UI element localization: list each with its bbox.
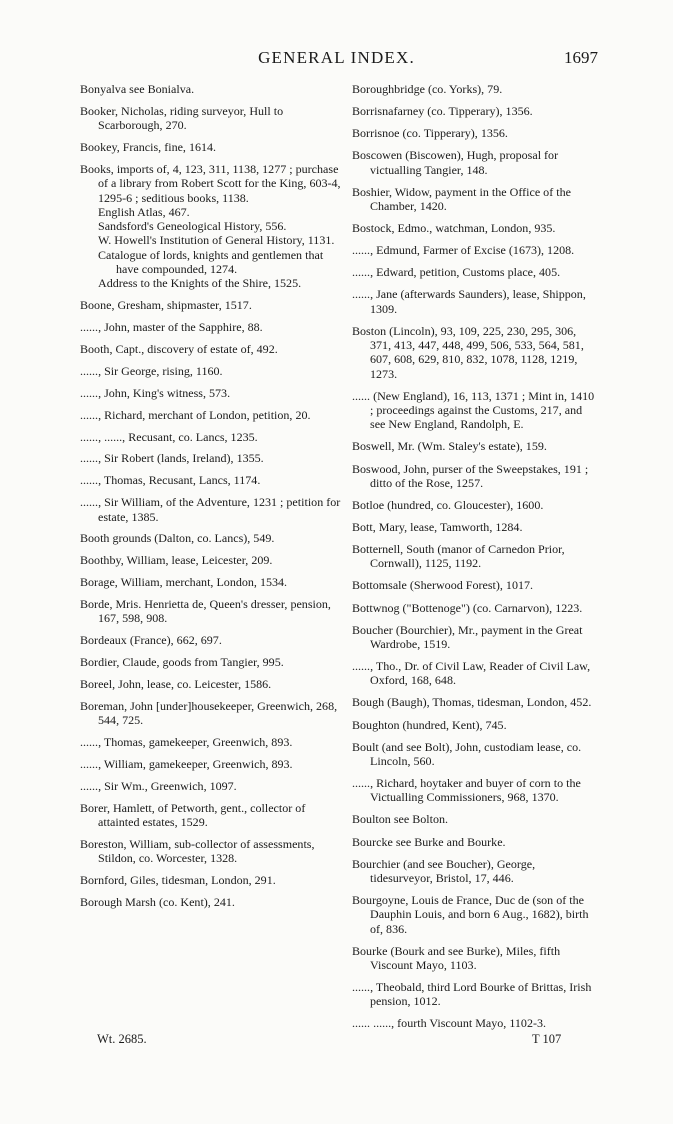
running-title: GENERAL INDEX.: [258, 48, 415, 67]
index-entry: ......, William, gamekeeper, Greenwich, 893.: [80, 757, 293, 772]
index-entry: Boroughbridge (co. Yorks), 79.: [352, 82, 503, 96]
index-entry: Borrisnoe (co. Tipperary), 1356.: [352, 126, 508, 141]
index-entry: Bornford, Giles, tidesman, London, 291.: [80, 873, 276, 888]
index-entry: Bott, Mary, lease, Tamworth, 1284.: [352, 519, 523, 534]
index-entry: Boreston, William, sub-collector of assessments, Stildon, co. Worcester, 1328.: [80, 837, 315, 866]
index-entry: ......, John, King's witness, 573.: [80, 385, 231, 400]
index-entry: ......, Richard, hoytaker and buyer of corn to the Victualling Commissioners, 968, 1370.: [352, 776, 581, 805]
index-entry: Booth, Capt., discovery of estate of, 492.: [80, 342, 278, 357]
index-subentry: Address to the Knights of the Shire, 1525.: [98, 276, 302, 291]
index-entry: Bottomsale (Sherwood Forest), 1017.: [352, 578, 534, 593]
index-entry: Boswell, Mr. (Wm. Staley's estate), 159.: [352, 439, 547, 454]
index-subentry: Sandsford's Geneological History, 556.: [98, 219, 287, 234]
index-entry: ......, Edmund, Farmer of Excise (1673), 1208.: [352, 243, 575, 258]
index-entry: Boothby, William, lease, Leicester, 209.: [80, 553, 273, 568]
index-subentry: English Atlas, 467.: [98, 204, 190, 219]
index-subentry: W. Howell's Institution of General History, 1131.: [98, 233, 335, 248]
index-entry: Botternell, South (manor of Carnedon Prior, Cornwall), 1125, 1192.: [352, 542, 565, 571]
index-entry: Bordeaux (France), 662, 697.: [80, 633, 222, 648]
index-entry: Boulton see Bolton.: [352, 812, 449, 827]
index-entry: ......, Edward, petition, Customs place, 405.: [352, 265, 561, 280]
index-entry: Bourgoyne, Louis de France, Duc de (son of the Dauphin Louis, and born 6 Aug., 1682), birth of, 836.: [352, 892, 589, 936]
index-entry: Bonyalva see Bonialva.: [80, 82, 195, 96]
index-entry: Boswood, John, purser of the Sweepstakes, 191 ; ditto of the Rose, 1257.: [352, 461, 589, 490]
index-entry: Botloe (hundred, co. Gloucester), 1600.: [352, 497, 544, 512]
index-entry: ......, Sir William, of the Adventure, 1231 ; petition for estate, 1385.: [80, 495, 341, 524]
index-entry: ......, Sir Robert (lands, Ireland), 1355.: [80, 451, 264, 466]
index-entry: ......, Tho., Dr. of Civil Law, Reader of Civil Law, Oxford, 168, 648.: [352, 659, 591, 688]
index-entry: Boult (and see Bolt), John, custodiam lease, co. Lincoln, 560.: [352, 739, 582, 768]
index-entry: ......, Sir Wm., Greenwich, 1097.: [80, 778, 237, 793]
index-entry: Boreel, John, lease, co. Leicester, 1586.: [80, 677, 272, 692]
index-column-right: [352, 82, 600, 1039]
index-entry: Boshier, Widow, payment in the Office of the Chamber, 1420.: [352, 184, 571, 213]
index-entry: Borer, Hamlett, of Petworth, gent., collector of attainted estates, 1529.: [80, 800, 306, 830]
index-entry: Bottwnog ("Bottenoge") (co. Carnarvon), 1223.: [352, 600, 583, 615]
index-subentry: Catalogue of lords, knights and gentlemen that have compounded, 1274.: [98, 247, 324, 277]
index-entry: Borough Marsh (co. Kent), 241.: [80, 895, 235, 910]
index-entry: ...... (New England), 16, 113, 1371 ; Mint in, 1410 ; proceedings against the Customs, 217, and see New England, Randolph, E.: [352, 388, 595, 432]
index-entry: Boston (Lincoln), 93, 109, 225, 230, 295, 306, 371, 413, 447, 448, 499, 506, 533, 564, 581, 607, 608, 629, 810, 832, 1078, 1128, 1219, 1273.: [352, 323, 584, 381]
index-entry: ...... ......, fourth Viscount Mayo, 1102-3.: [352, 1016, 547, 1031]
index-entry: ......, Thomas, gamekeeper, Greenwich, 893.: [80, 735, 293, 750]
signature-mark: T 107: [532, 1032, 562, 1046]
page-header: [0, 48, 673, 68]
index-entry: Bostock, Edmo., watchman, London, 935.: [352, 221, 556, 236]
index-entry: Borage, William, merchant, London, 1534.: [80, 575, 288, 590]
index-entry: Bourcke see Burke and Bourke.: [352, 834, 506, 849]
index-entry: Booth grounds (Dalton, co. Lancs), 549.: [80, 531, 275, 546]
printer-mark: Wt. 2685.: [97, 1032, 147, 1046]
index-entry: ......, Richard, merchant of London, petition, 20.: [80, 407, 311, 422]
index-entry: ......, ......, Recusant, co. Lancs, 1235.: [80, 429, 258, 444]
index-entry: Boughton (hundred, Kent), 745.: [352, 717, 507, 732]
index-entry: Boscowen (Biscowen), Hugh, proposal for victualling Tangier, 148.: [352, 148, 559, 177]
index-entry: ......, Sir George, rising, 1160.: [80, 363, 223, 378]
index-entry: Bourchier (and see Boucher), George, tidesurveyor, Bristol, 17, 446.: [352, 856, 536, 885]
index-entry: Borde, Mris. Henrietta de, Queen's dresser, pension, 167, 598, 908.: [80, 597, 331, 626]
index-entry: Boone, Gresham, shipmaster, 1517.: [80, 298, 252, 313]
index-entry: Boreman, John [under]housekeeper, Greenwich, 268, 544, 725.: [80, 698, 338, 728]
index-entry: Books, imports of, 4, 123, 311, 1138, 1277 ; purchase of a library from Robert Scott for the King, 603-4, 1295-6 ; seditious books, 1138.: [80, 161, 341, 205]
page-number: 1697: [564, 48, 598, 67]
index-entry: ......, John, master of the Sapphire, 88.: [80, 320, 263, 335]
index-entry: Bough (Baugh), Thomas, tidesman, London, 452.: [352, 695, 592, 710]
index-entry: ......, Theobald, third Lord Bourke of Brittas, Irish pension, 1012.: [352, 980, 592, 1009]
index-entry: ......, Jane (afterwards Saunders), lease, Shippon, 1309.: [352, 287, 586, 316]
index-entry: Bordier, Claude, goods from Tangier, 995.: [80, 655, 284, 670]
index-entry: ......, Thomas, Recusant, Lancs, 1174.: [80, 473, 261, 488]
index-column-left: [80, 82, 342, 917]
index-entry: Borrisnafarney (co. Tipperary), 1356.: [352, 104, 533, 119]
index-entry: Bourke (Bourk and see Burke), Miles, fifth Viscount Mayo, 1103.: [352, 943, 561, 972]
index-entry: Bookey, Francis, fine, 1614.: [80, 140, 217, 155]
index-entry: Booker, Nicholas, riding surveyor, Hull to Scarborough, 270.: [80, 103, 284, 133]
index-entry: Boucher (Bourchier), Mr., payment in the Great Wardrobe, 1519.: [352, 622, 583, 651]
